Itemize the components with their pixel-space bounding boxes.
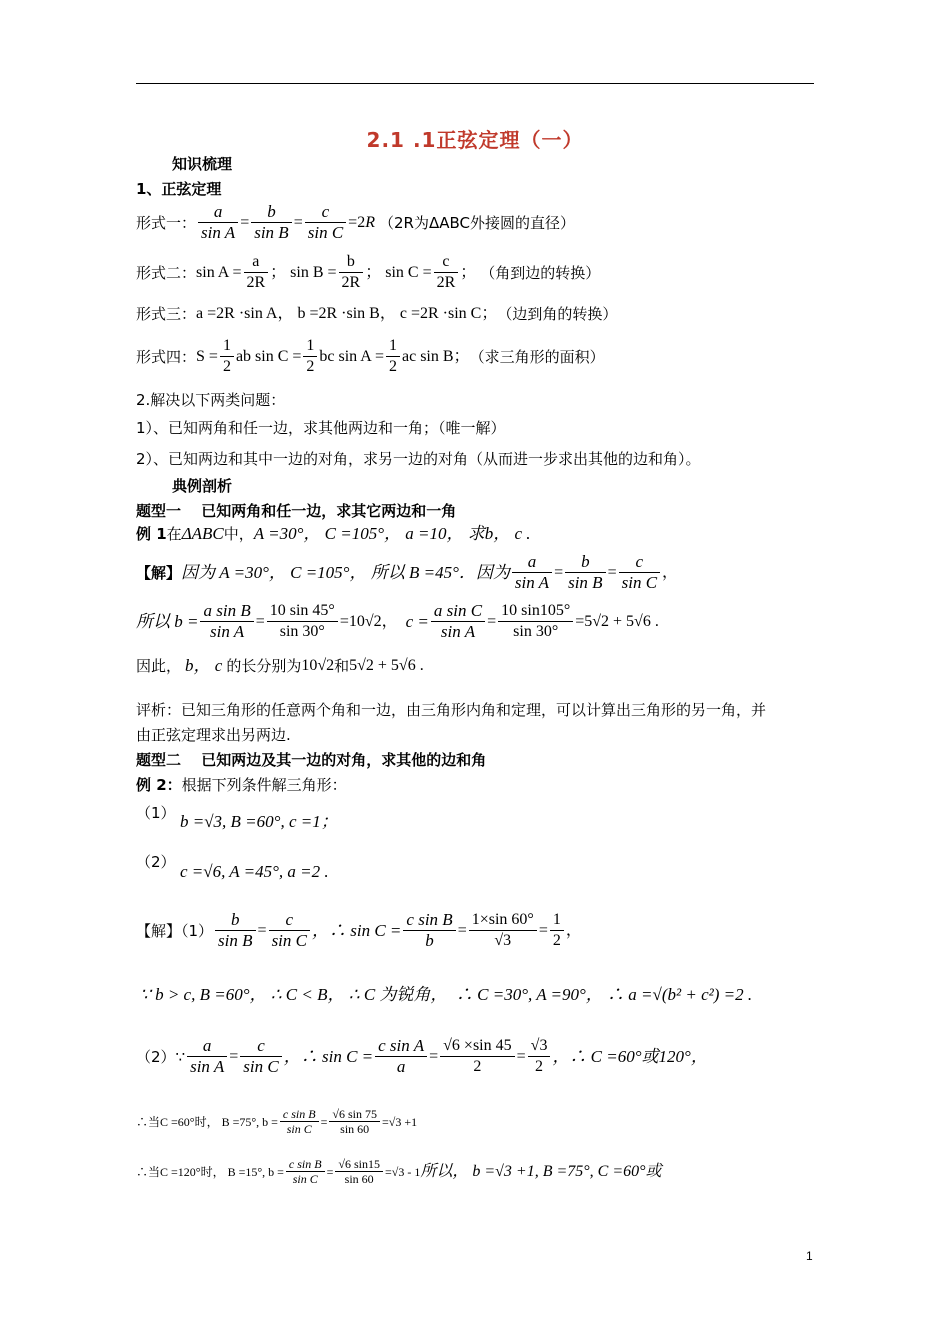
section-knowledge: 知识梳理 [172,155,233,173]
sol1-line3-c: 的长分别为 [226,657,302,675]
form3-note: （边到角的转换） [497,305,618,323]
form4-line: 形式四： S = $\frac{1}{2}$ ab sin C = $\frac{1}{2}$ bc sin A = $\frac{1}{2}$ ac sin B； （求三角形的面积） [136,337,605,375]
form2-label: 形式二： [136,263,197,282]
form4-label: 形式四： [136,347,197,366]
section-examples: 典例剖析 [172,477,233,495]
example2-label: 例 2： [136,776,182,794]
sol2-line3-label: （2）∵ [136,1047,186,1066]
header-rule [136,83,814,84]
sol1-line3-e: 和 [334,657,350,675]
example1-label: 例 1 [136,525,167,543]
sol1-line3-f: 5√2 + 5√6 . [349,657,424,674]
sol1-label: 【解】 [136,563,182,582]
example2-part1-label: （1） [136,804,176,822]
sol2-line5-text: ∴当C =120°时， B =15°, b = [136,1164,284,1179]
form1-frac-a: $\frac{a}{\text{sin A}}$ [198,202,238,243]
form1-frac-c: $\frac{c}{\text{sin C}}$ [305,202,346,243]
form4-note: （求三角形的面积） [469,347,605,366]
sol2-line4: ∴当C =60°时， B =75°, b = $\frac{\text{c sin B}}{\text{sin C}}$ = $\frac{√6 \sin 75}{\sin 60}$ =√3 +1 [136,1107,418,1136]
sol2-line1: 【解】（1） $\frac{b}{\text{sin B}}$ = $\frac{c}{\text{sin C}}$ ，∴ sin C = $\frac{\text{c sin B}}{b}$ = $\frac{1\times\sin 60^\circ}{√3}$ = $\frac{1}{2}$ ， [136,910,582,950]
sol2-line5-end: =√3 - 1 [384,1164,421,1179]
form4-frac-2: $\frac{1}{2}$ [303,336,317,377]
sol1-line3-d: 10√2 [301,657,335,674]
sol1-line3 [136,656,424,676]
sol2-line3-c: ，∴ C =60°或120°， [552,1046,708,1066]
sol1-line2-d: =5√2 + 5√6 . [575,612,659,630]
form3-label: 形式三： [136,305,197,323]
form2-note: （角到边的转换） [480,263,601,282]
example2-part2: c =√6, A =45°, a =2 . [180,862,329,881]
page-title: 2.1 .1正弦定理（一） [366,128,584,152]
type1-heading: 题型一 已知两角和任一边，求其它两边和一角 [136,502,457,520]
form2-frac-a: $\frac{a}{2R}$ [244,252,269,293]
sol2-line2: ∵ b > c, B =60°， ∴ C < B， ∴ C 为锐角， ∴ C =30°, A =90°， ∴ a =√(b² + c²) =2 . [140,985,753,1004]
sol1-line1-text: 因为 A =30°， C =105°， 所以 B =45°．因为 [181,562,510,582]
form1-note: （2R为ΔABC外接圆的直径） [378,213,575,232]
example2 [136,775,347,795]
sol2-line4-end: =√3 +1 [381,1114,418,1129]
form2-line: 形式二： sin A = $\frac{a}{2R}$ ； sin B = $\frac{b}{2R}$ ； sin C = $\frac{c}{2R}$ ； （角到边的转换） [136,253,601,291]
example1 [136,524,531,544]
comment-line1: 评析：已知三角形的任意两个角和一边，由三角形内角和定理，可以计算出三角形的另一角，并 [136,701,767,719]
form2-frac-c: $\frac{c}{2R}$ [434,252,459,293]
example1-given: A =30°， C =105°， a =10， 求b， c . [253,524,531,543]
sol1-line3-b: b， c [185,656,223,675]
form3-line [136,304,617,324]
law-heading: 1、正弦定理 [136,180,222,198]
sol2-line3-b: ，∴ sin C = [283,1046,374,1066]
solve-heading: 2.解决以下两类问题： [136,391,286,409]
sol1-line3-a: 因此， [136,657,182,675]
example1-triangle: ΔABC [181,524,224,543]
sol1-line1: 【解】 因为 A =30°， C =105°， 所以 B =45°．因为 $\frac{a}{\text{sin A}}$ = $\frac{b}{\text{sin B}}$ = $\frac{c}{\text{sin C}}$ ， [136,552,679,592]
sol2-line5-tail: 所以， b =√3 +1, B =75°, C =60°或 [420,1162,662,1180]
sol1-line2-c: c = [405,611,429,631]
sol2-line1-b: ，∴ sin C = [312,920,402,940]
type2-heading: 题型二 已知两边及其一边的对角，求其他的边和角 [136,751,487,769]
page-number: 1 [806,1249,813,1263]
form2-frac-b: $\frac{b}{2R}$ [339,252,364,293]
solve-item-1: 1）、已知两角和任一边，求其他两边和一角；（唯一解） [136,419,506,437]
form1-frac-b: $\frac{b}{\text{sin B}}$ [251,202,291,243]
solve-item-2: 2）、已知两边和其中一边的对角，求另一边的对角（从而进一步求出其他的边和角）。 [136,450,701,468]
sol2-line4-text: ∴当C =60°时， B =75°, b = [136,1114,278,1129]
form4-frac-3: $\frac{1}{2}$ [386,336,400,377]
example2-part1: b =√3, B =60°, c =1； [180,812,338,831]
sol1-line2-a: 所以 b = [136,611,199,631]
sol2-label: 【解】（1） [136,921,214,940]
sol2-line3: （2）∵ $\frac{a}{\text{sin A}}$ = $\frac{c}{\text{sin C}}$ ，∴ sin C = $\frac{\text{c sin A}}{a}$ = $\frac{√6 \times\sin 45}{2}$ = $\frac{√3}{2}$ ，∴ C =60°或120°， [136,1036,708,1076]
sol1-line2-b: =10√2， [339,612,398,630]
form1-line: 形式一： $\frac{a}{\text{sin A}}$ = $\frac{b}{\text{sin B}}$ = $\frac{c}{\text{sin C}}$ =2R （2R为ΔABC外接圆的直径） [136,202,575,242]
form1-label: 形式一： [136,213,197,232]
comment-line2: 由正弦定理求出另两边. [136,726,291,744]
sol2-line5: ∴当C =120°时， B =15°, b = $\frac{\text{c sin B}}{\text{sin C}}$ = $\frac{√6 \sin 15}{\sin 60}$ =√3 - 1 所以， b =√3 +1, B =75°, C =60°或 [136,1157,662,1186]
form4-frac-1: $\frac{1}{2}$ [220,336,234,377]
example1-text-b: 中， [223,525,254,543]
sol1-line2: 所以 b = $\frac{\text{a sin B}}{\text{sin A}}$ = $\frac{10 \sin 45^\circ}{\sin 30^\circ}$ =10√2， c = $\frac{\text{a sin C}}{\text{sin A}}$ = $\frac{10 \sin 105^\circ}{\sin 30^\circ}$ =5√2 + 5√6 . [136,601,659,641]
example2-part2-label: （2） [136,853,176,871]
example2-text: 根据下列条件解三角形： [181,776,347,794]
form3-expr: a =2R ·sin A， b =2R ·sin B， c =2R ·sin C； [196,305,498,322]
example1-text-a: 在 [166,525,182,543]
